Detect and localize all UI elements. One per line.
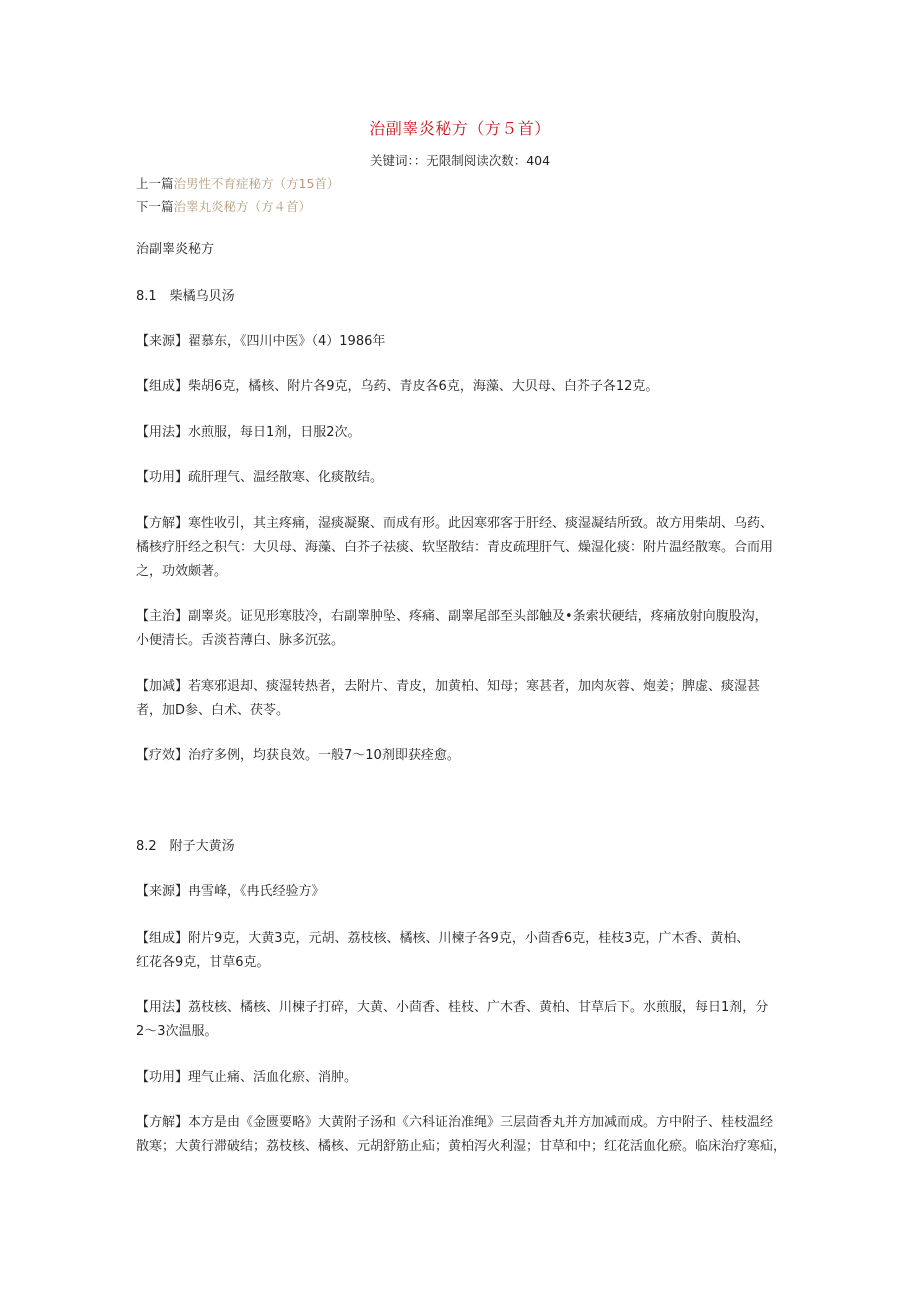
recipe-2-heading: 8.2 附子大黄汤 — [136, 839, 235, 854]
recipe-2-composition-line: 红花各9克，甘草6克。 — [136, 955, 270, 970]
recipe-2-source: 【来源】冉雪峰，《冉氏经验方》 — [136, 884, 325, 899]
document-meta: 关键词：：无限制阅读次数：404 — [369, 153, 551, 168]
recipe-2-explanation-line: 【方解】本方是由《金匮要略》大黄附子汤和《六科证治准绳》三层茴香丸并方加减而成。方中附子、桂枝温经 — [136, 1115, 774, 1130]
recipe-2-composition-line: 【组成】附片9克，大黄3克，元胡、荔枝核、橘核、川楝子各9克，小茴香6克，桂枝3克，广木香、黄柏、 — [136, 931, 750, 946]
document-title: 治副睾炎秘方（方５首） — [369, 119, 551, 138]
recipe-1-indication-line: 小便清长。舌淡苔薄白、脉多沉弦。 — [136, 633, 345, 648]
next-label: 下一篇 — [136, 199, 174, 214]
recipe-1-explanation-line: 橘核疗肝经之积气：大贝母、海藻、白芥子祛痰、软坚散结：青皮疏理肝气、燥湿化痰：附片温经散寒。合而用 — [136, 540, 774, 555]
recipe-1-result: 【疗效】治疗多例，均获良效。一般7～10剂即获痊愈。 — [136, 748, 460, 763]
prev-article-link[interactable]: 治男性不育症秘方（方15首） — [173, 176, 340, 191]
section-heading: 治副睾炎秘方 — [136, 242, 215, 257]
next-article-nav — [136, 197, 311, 215]
recipe-1-source: 【来源】翟慕东，《四川中医》（4）1986年 — [136, 334, 386, 349]
recipe-1-function: 【功用】疏肝理气、温经散寒、化痰散结。 — [136, 470, 384, 485]
recipe-1-modification-line: 【加减】若寒邪退却、痰湿转热者，去附片、青皮，加黄柏、知母；寒甚者，加肉灰蓉、炮姜；脾虚、痰湿甚 — [136, 679, 761, 694]
recipe-1-explanation-line: 之，功效颇著。 — [136, 564, 228, 579]
recipe-2-function: 【功用】理气止痛、活血化瘀、消肿。 — [136, 1070, 358, 1085]
recipe-1-explanation-line: 【方解】寒性收引，其主疼痛，湿痰凝聚、而成有形。此因寒邪客于肝经、痰湿凝结所致。故方用柴胡、乌药、 — [136, 516, 774, 531]
recipe-1-composition: 【组成】柴胡6克，橘核、附片各9克，乌药、青皮各6克，海藻、大贝母、白芥子各12克。 — [136, 379, 659, 394]
recipe-1-heading: 8.1 柴橘乌贝汤 — [136, 289, 235, 304]
recipe-2-usage-line: 【用法】荔枝核、橘核、川楝子打碎，大黄、小茴香、桂枝、广木香、黄柏、甘草后下。水煎服，每日1剂，分 — [136, 1000, 769, 1015]
recipe-1-usage: 【用法】水煎服，每日1剂，日服2次。 — [136, 425, 361, 440]
recipe-1-modification-line: 者，加D参、白术、茯苓。 — [136, 703, 290, 718]
prev-label: 上一篇 — [136, 176, 174, 191]
prev-article-nav — [136, 174, 339, 192]
recipe-2-explanation-line: 散寒；大黄行滞破结；荔枝核、橘核、元胡舒筋止疝；黄柏泻火利湿；甘草和中；红花活血化瘀。临床治疗寒疝， — [136, 1139, 787, 1154]
next-article-link[interactable]: 治睾丸炎秘方（方４首） — [173, 199, 312, 214]
recipe-2-usage-line: 2～3次温服。 — [136, 1024, 218, 1039]
recipe-1-indication-line: 【主治】副睾炎。证见形寒肢冷，右副睾肿坠、疼痛、副睾尾部至头部触及•条索状硬结，疼痛放射向腹股沟， — [136, 609, 768, 624]
